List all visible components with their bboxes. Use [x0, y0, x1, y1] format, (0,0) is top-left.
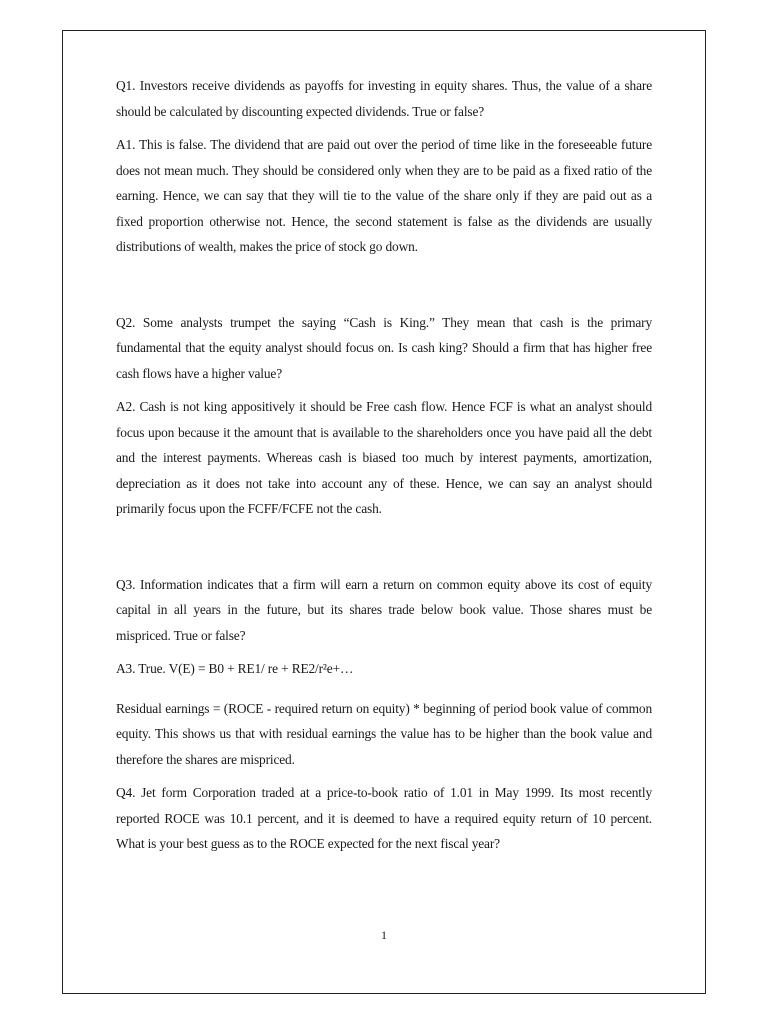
answer-2: A2. Cash is not king appositively it should be Free cash flow. Hence FCF is what an analyst should focus upon because it the amount that is available to the shareholders once you have paid all the debt and the interest payments. Whereas cash is biased too much by interest payments, amortization, depreciation as it does not take into account any of these. Hence, we can say an analyst should primarily focus upon the FCFF/FCFE not the cash.	[116, 399, 652, 516]
answer-1: A1. This is false. The dividend that are paid out over the period of time like in the foreseeable future does not mean much. They should be considered only when they are to be paid as a fixed ratio of the earning. Hence, we can say that they will tie to the value of the share only if they are paid out as a fixed proportion otherwise not. Hence, the second statement is false as the dividends are usually distributions of wealth, makes the price of stock go down.	[116, 137, 652, 254]
question-2: Q2. Some analysts trumpet the saying “Cash is King.” They mean that cash is the primary fundamental that the equity analyst should focus on. Is cash king? Should a firm that has higher free cash flows have a higher value?	[116, 314, 652, 381]
answer-3: A3. True. V(E) = B0 + RE1/ re + RE2/r²e+…	[116, 661, 354, 676]
page-number: 1	[381, 928, 387, 942]
question-4: Q4. Jet form Corporation traded at a price-to-book ratio of 1.01 in May 1999. Its most recently reported ROCE was 10.1 percent, and it is deemed to have a required equity return of 10 percent. What is your best guess as to the ROCE expected for the next fiscal year?	[116, 785, 652, 851]
question-3: Q3. Information indicates that a firm will earn a return on common equity above its cost of equity capital in all years in the future, but its shares trade below book value. Those shares must be mispriced. True or false?	[116, 576, 652, 643]
question-1: Q1. Investors receive dividends as payoffs for investing in equity shares. Thus, the value of a share should be calculated by discounting expected dividends. True or false?	[116, 78, 652, 119]
document-body	[116, 73, 652, 857]
answer-3-detail: Residual earnings = (ROCE - required return on equity) * beginning of period book value of common equity. This shows us that with residual earnings the value has to be higher than the book value and therefore the shares are mispriced.	[116, 700, 652, 767]
